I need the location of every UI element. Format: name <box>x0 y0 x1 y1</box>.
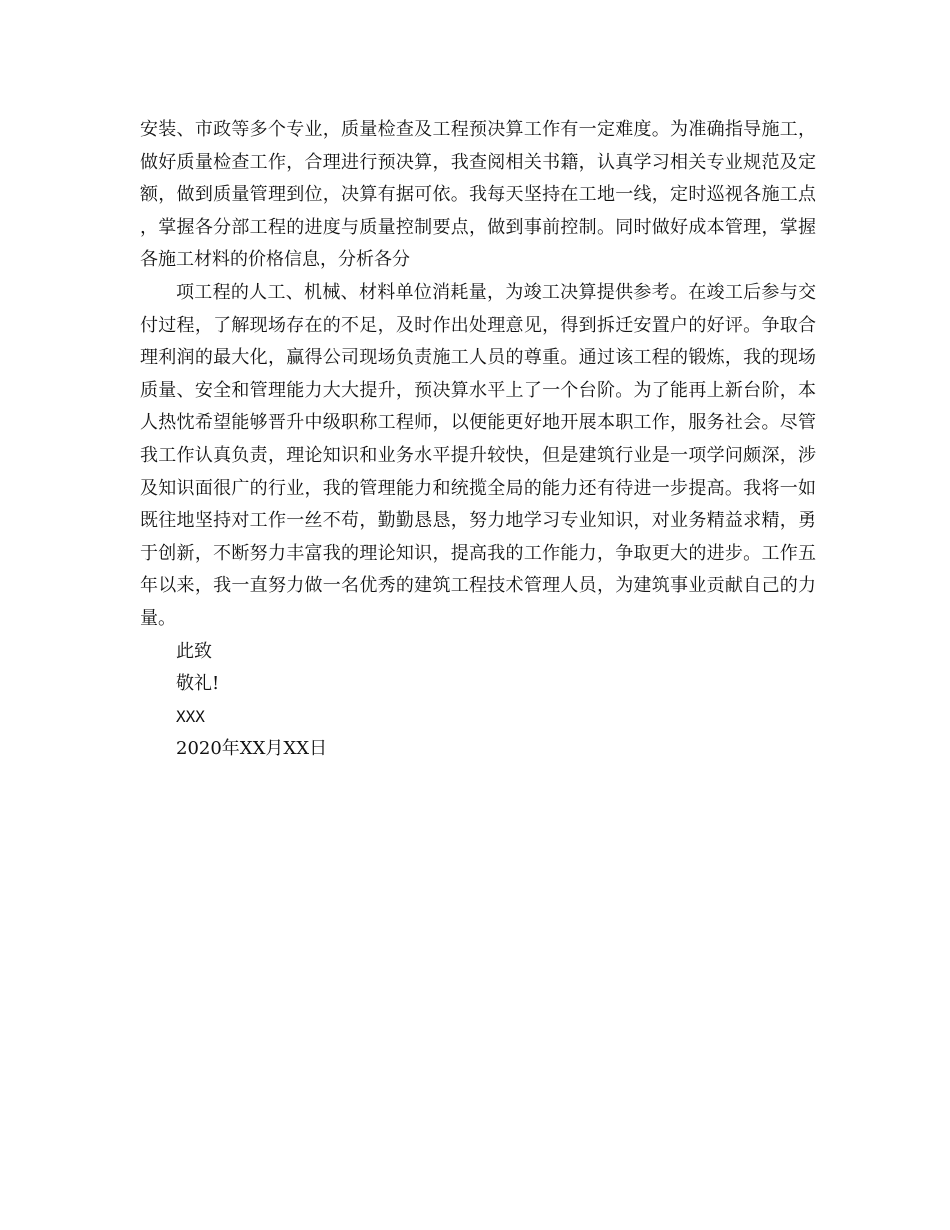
letter-date: 2020年XX月XX日 <box>176 738 328 760</box>
document-body <box>140 114 816 766</box>
closing-salutation: 此致 <box>176 640 212 662</box>
body-paragraph-2: 项工程的人工、机械、材料单位消耗量，为竣工决算提供参考。在竣工后参与交付过程，了解现场存在的不足，及时作出处理意见，得到拆迁安置户的好评。争取合理利润的最大化，赢得公司现场负责施工人员的尊重。通过该工程的锻炼，我的现场质量、安全和管理能力大大提升，预决算水平上了一个台阶。为了能再上新台阶，本人热忱希望能够晋升中级职称工程师，以便能更好地开展本职工作，服务社会。尽管我工作认真负责，理论知识和业务水平提升较快，但是建筑行业是一项学问颇深，涉及知识面很广的行业，我的管理能力和统揽全局的能力还有待进一步提高。我将一如既往地坚持对工作一丝不苟，勤勤恳恳，努力地学习专业知识，对业务精益求精，勇于创新，不断努力丰富我的理论知识，提高我的工作能力，争取更大的进步。工作五年以来，我一直努力做一名优秀的建筑工程技术管理人员，为建筑事业贡献自己的力量。 <box>140 281 816 629</box>
closing-regards: 敬礼! <box>176 673 220 695</box>
body-paragraph-1: 安装、市政等多个专业，质量检查及工程预决算工作有一定难度。为准确指导施工，做好质量检查工作，合理进行预决算，我查阅相关书籍，认真学习相关专业规范及定额，做到质量管理到位，决算有据可依。我每天坚持在工地一线，定时巡视各施工点，掌握各分部工程的进度与质量控制要点，做到事前控制。同时做好成本管理，掌握各施工材料的价格信息，分析各分 <box>140 119 816 271</box>
signer-name: XXX <box>176 706 205 726</box>
